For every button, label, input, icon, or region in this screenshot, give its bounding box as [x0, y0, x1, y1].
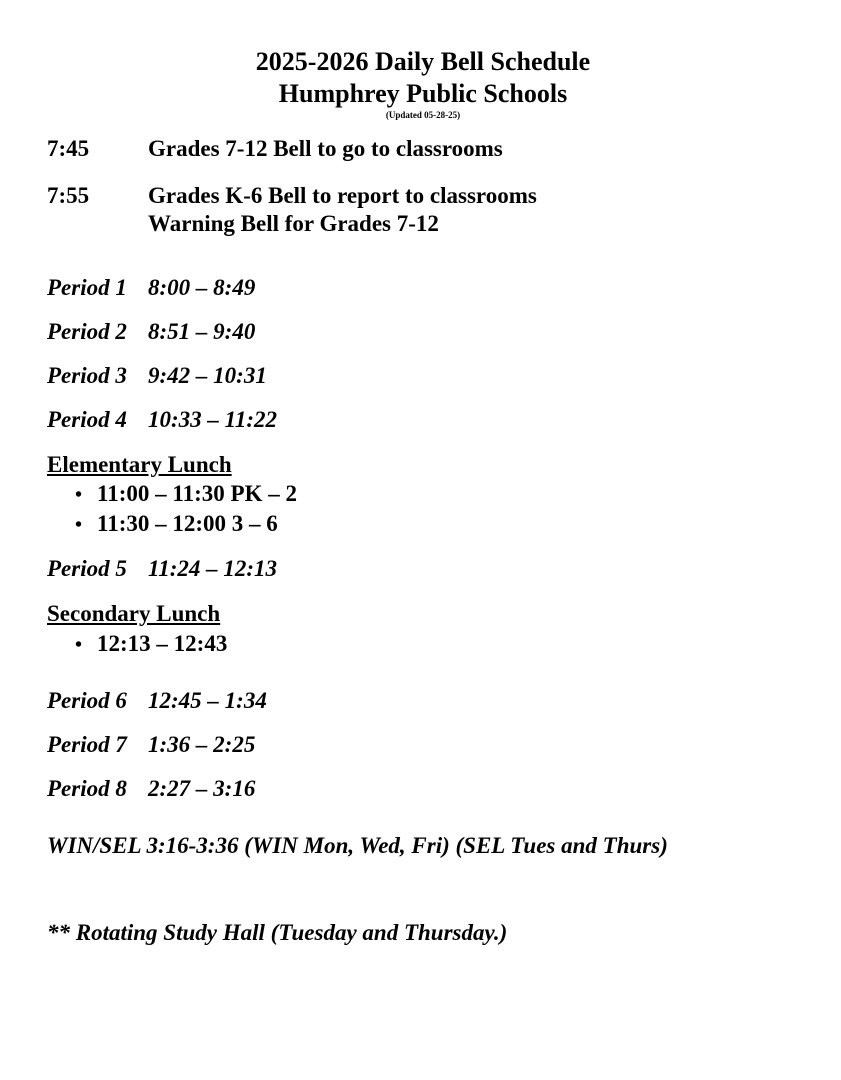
- bullet-icon: •: [75, 634, 83, 656]
- period-label: Period 3: [47, 363, 127, 388]
- period-row: [47, 274, 255, 302]
- period-row: [47, 318, 255, 346]
- elementary-lunch-heading: Elementary Lunch: [47, 452, 232, 477]
- period-label: Period 1: [47, 275, 127, 300]
- lunch-time: 11:00 – 11:30 PK – 2: [97, 481, 297, 506]
- period-label: Period 8: [47, 776, 127, 801]
- study-hall-note: ** Rotating Study Hall (Tuesday and Thursday.): [47, 920, 508, 945]
- bell-time: 7:55: [47, 183, 90, 208]
- period-row: [47, 775, 255, 803]
- period-row: [47, 406, 277, 434]
- lunch-time: 12:13 – 12:43: [97, 631, 228, 656]
- updated-date: (Updated 05-28-25): [385, 110, 461, 120]
- bell-description: Grades K-6 Bell to report to classrooms: [148, 183, 537, 208]
- period-time: 2:27 – 3:16: [148, 776, 256, 801]
- bell-description: Warning Bell for Grades 7-12: [148, 211, 439, 236]
- period-time: 10:33 – 11:22: [148, 407, 278, 432]
- period-time: 12:45 – 1:34: [148, 688, 267, 713]
- period-label: Period 2: [47, 319, 127, 344]
- period-label: Period 6: [47, 688, 127, 713]
- list-item: [75, 630, 227, 659]
- lunch-time: 11:30 – 12:00 3 – 6: [97, 511, 278, 536]
- period-time: 9:42 – 10:31: [148, 363, 267, 388]
- bullet-icon: •: [75, 514, 83, 536]
- bell-time: 7:45: [47, 136, 90, 161]
- list-item: [75, 510, 278, 539]
- period-row: [47, 555, 277, 583]
- secondary-lunch-heading: Secondary Lunch: [47, 601, 221, 626]
- document-title: 2025-2026 Daily Bell Schedule: [255, 47, 591, 76]
- period-row: [47, 362, 267, 390]
- period-time: 1:36 – 2:25: [148, 732, 256, 757]
- win-sel-note: WIN/SEL 3:16-3:36 (WIN Mon, Wed, Fri) (SEL Tues and Thurs): [47, 833, 668, 858]
- period-label: Period 4: [47, 407, 127, 432]
- period-label: Period 5: [47, 556, 127, 581]
- bell-description: Grades 7-12 Bell to go to classrooms: [148, 136, 503, 161]
- bullet-icon: •: [75, 484, 83, 506]
- period-time: 8:51 – 9:40: [148, 319, 256, 344]
- period-time: 8:00 – 8:49: [148, 275, 256, 300]
- school-name: Humphrey Public Schools: [278, 79, 568, 108]
- period-row: [47, 731, 255, 759]
- list-item: [75, 480, 297, 509]
- period-time: 11:24 – 12:13: [148, 556, 278, 581]
- period-row: [47, 687, 267, 715]
- period-label: Period 7: [47, 732, 127, 757]
